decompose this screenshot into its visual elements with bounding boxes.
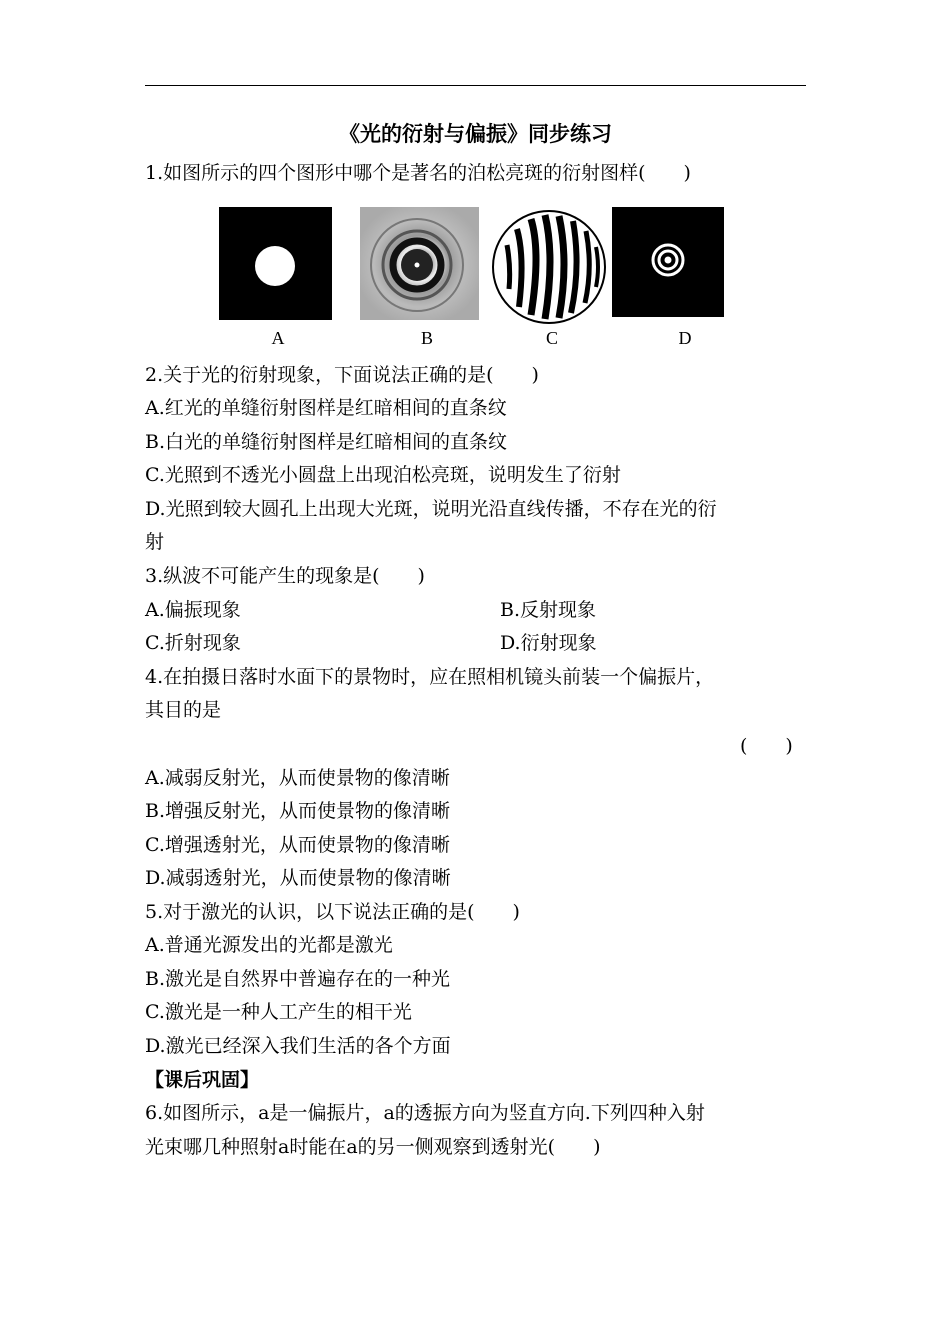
question-6-cont: 光束哪几种照射a时能在a的另一侧观察到透射光( ) xyxy=(145,1136,601,1158)
q2-option-a: A.红光的单缝衍射图样是红暗相间的直条纹 xyxy=(145,397,507,419)
question-5: 5.对于激光的认识，以下说法正确的是( ) xyxy=(145,901,520,923)
q5-option-c: C.激光是一种人工产生的相干光 xyxy=(145,1001,412,1023)
q4-option-a: A.减弱反射光，从而使景物的像清晰 xyxy=(145,767,450,789)
q4-option-d: D.减弱透射光，从而使景物的像清晰 xyxy=(145,867,451,889)
figure-d xyxy=(612,207,724,317)
q4-option-c: C.增强透射光，从而使景物的像清晰 xyxy=(145,834,450,856)
figure-label-d: D xyxy=(678,328,692,348)
section-heading: 【课后巩固】 xyxy=(145,1069,260,1091)
q3-option-d: D.衍射现象 xyxy=(500,632,597,654)
q4-option-b: B.增强反射光，从而使景物的像清晰 xyxy=(145,800,451,822)
q2-option-c: C.光照到不透光小圆盘上出现泊松亮斑，说明发生了衍射 xyxy=(145,464,621,486)
q5-option-b: B.激光是自然界中普遍存在的一种光 xyxy=(145,968,451,990)
q2-option-d: D.光照到较大圆孔上出现大光斑，说明光沿直线传播，不存在光的衍 xyxy=(145,498,717,520)
question-6: 6.如图所示，a是一偏振片，a的透振方向为竖直方向.下列四种入射 xyxy=(145,1102,705,1124)
figure-label-b: B xyxy=(420,328,433,348)
header-rule xyxy=(145,85,806,86)
figure-a xyxy=(219,207,332,320)
question-4: 4.在拍摄日落时水面下的景物时，应在照相机镜头前装一个偏振片， xyxy=(145,666,715,688)
q3-option-a: A.偏振现象 xyxy=(145,599,241,621)
question-1: 1.如图所示的四个图形中哪个是著名的泊松亮斑的衍射图样( ) xyxy=(145,162,691,184)
q4-answer-paren: ( ) xyxy=(740,735,793,757)
figure-label-c: C xyxy=(545,328,558,348)
q3-option-c: C.折射现象 xyxy=(145,632,241,654)
figure-label-a: A xyxy=(271,328,285,348)
figure-b xyxy=(360,207,479,320)
q5-option-a: A.普通光源发出的光都是激光 xyxy=(145,934,393,956)
figure-c xyxy=(493,211,605,323)
q2-option-d-cont: 射 xyxy=(145,531,165,553)
question-3: 3.纵波不可能产生的现象是( ) xyxy=(145,565,425,587)
page-title: 《光的衍射与偏振》同步练习 xyxy=(339,122,612,146)
q3-option-b: B.反射现象 xyxy=(500,599,597,621)
question-4-cont: 其目的是 xyxy=(145,699,222,721)
question-2: 2.关于光的衍射现象，下面说法正确的是( ) xyxy=(145,364,539,386)
q5-option-d: D.激光已经深入我们生活的各个方面 xyxy=(145,1035,451,1057)
q2-option-b: B.白光的单缝衍射图样是红暗相间的直条纹 xyxy=(145,431,508,453)
